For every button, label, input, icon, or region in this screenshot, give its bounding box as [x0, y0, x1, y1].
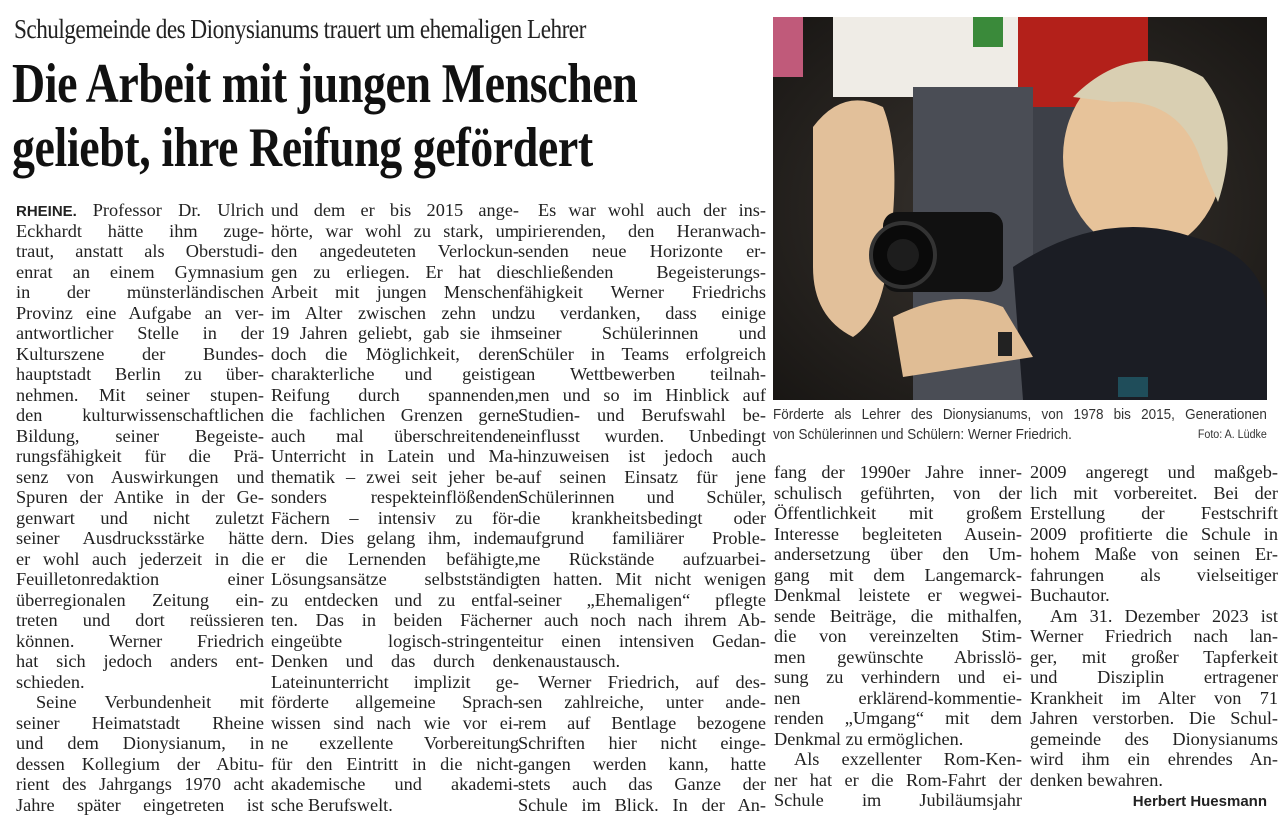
text-line: gang mit dem Langemarck-: [774, 564, 1022, 585]
text-line: den kulturwissenschaftlichen: [16, 405, 264, 425]
article-headline: [12, 52, 750, 180]
text-line: renden „Umgang“ mit dem: [774, 708, 1022, 728]
text-line: fahrungen als vielseitiger: [1030, 564, 1278, 585]
text-line: Lösungsansätze selbstständig: [271, 569, 519, 589]
text-line: lich mit vorbereitet. Bei der: [1030, 482, 1278, 503]
caption-line-1: Förderte als Lehrer des Dionysianums, von 1978 bis 2015, Generationen: [773, 407, 1267, 423]
article-column-2: [271, 200, 519, 815]
text-line: Schule im Blick. In der An-: [518, 794, 766, 815]
text-line: hinzuweisen ist jedoch auch: [518, 446, 766, 466]
text-line: die krankheitsbedingt oder: [518, 507, 766, 528]
text-line: schließenden Begeisterungs-: [518, 261, 766, 282]
text-line: Jahre später eingetreten ist: [16, 794, 264, 815]
text-line: wissen sind nach wie vor ei-: [271, 712, 519, 733]
text-line: Als exzellenter Rom-Ken-: [794, 749, 1022, 769]
text-line: men gewünschte Abrisslö-: [774, 646, 1022, 667]
text-line: er auch noch nach ihrem Ab-: [518, 610, 766, 630]
text-line: Schule im Jubiläumsjahr: [774, 790, 1022, 810]
text-line: Provinz eine Aufgabe an ver-: [16, 302, 264, 323]
text-line: er die Lernenden befähigte,: [271, 548, 519, 569]
text-line: Interesse begleiteten Ausein-: [774, 523, 1022, 544]
text-line: Unterricht in Latein und Ma-: [271, 446, 519, 466]
text-line: auf seinen Einsatz für jene: [518, 466, 766, 487]
text-line: sonders respekteinflößenden: [271, 487, 519, 507]
text-line: akademische und akademi-: [271, 774, 519, 794]
text-line: Fächern – intensiv zu för-: [271, 507, 519, 528]
text-line: Buchautor.: [1030, 585, 1110, 605]
text-line: seiner „Ehemaligen“ pflegte: [518, 589, 766, 610]
text-line: rient des Jahrgangs 1970 acht: [16, 774, 264, 794]
text-line: Jahren verstorben. Die Schul-: [1030, 708, 1278, 728]
text-line: seiner Ausdrucksstärke hätte: [16, 528, 264, 548]
text-line: Eckhardt hätte ihm zuge-: [16, 220, 264, 241]
text-line: sende Beiträge, die mithalfen,: [774, 605, 1022, 626]
text-line: stets auch das Ganze der: [518, 774, 766, 794]
text-line: er wohl auch jederzeit in die: [16, 548, 264, 569]
text-line: Krankheit im Alter von 71: [1030, 687, 1278, 708]
text-line: fang der 1990er Jahre inner-: [774, 462, 1022, 482]
text-line: enrat an einem Gymnasium: [16, 261, 264, 282]
text-line: Denkmal leistete er wegwei-: [774, 585, 1022, 605]
photo-caption: [773, 405, 1267, 445]
headline-line-1: Die Arbeit mit jungen Menschen: [12, 53, 638, 115]
text-line: genwart und nicht zuletzt: [16, 507, 264, 528]
text-line: auch mal überschreitenden: [271, 425, 519, 446]
text-line: überregionalen Zeitung ein-: [16, 589, 264, 610]
text-line: ner hat er die Rom-Fahrt der: [774, 769, 1022, 790]
text-line: Studien- und Berufswahl be-: [518, 405, 766, 425]
article-column-1: [16, 200, 264, 815]
text-line: Spuren der Antike in der Ge-: [16, 487, 264, 507]
text-line: an Wettbewerben teilnah-: [518, 364, 766, 384]
text-line: gangen werden kann, hatte: [518, 753, 766, 774]
text-line: rem auf Bentlage bezogene: [518, 712, 766, 733]
text-line: Erstellung der Festschrift: [1030, 503, 1278, 523]
photo-portrait-illustration: [773, 17, 1267, 400]
text-line: charakterliche und geistige: [271, 364, 519, 384]
text-line: men und so im Hinblick auf: [518, 384, 766, 405]
text-line: Arbeit mit jungen Menschen: [271, 282, 519, 302]
text-line: andersetzung über den Um-: [774, 544, 1022, 564]
article-kicker: Schulgemeinde des Dionysianums trauert um ehemaligen Lehrer: [14, 14, 586, 44]
text-line: Es war wohl auch der ins-: [538, 200, 766, 220]
text-line: gemeinde des Dionysianums: [1030, 728, 1278, 749]
text-line: senden neue Horizonte er-: [518, 241, 766, 261]
text-line: zu verdanken, dass einige: [518, 302, 766, 323]
text-line: 2009 profitierte die Schule in: [1030, 523, 1278, 544]
text-line: ten. Das in beiden Fächern: [271, 610, 519, 630]
text-line: Kulturszene der Bundes-: [16, 343, 264, 364]
text-line: 2009 angeregt und maßgeb-: [1030, 462, 1278, 482]
text-line: hauptstadt Berlin zu über-: [16, 364, 264, 384]
text-line: sche Berufswelt.: [271, 794, 393, 815]
author-byline: Herbert Huesmann: [1132, 793, 1267, 810]
text-line: können. Werner Friedrich: [16, 630, 264, 651]
text-line: und dem Dionysianum, in: [16, 733, 264, 753]
text-line: Lateinunterricht implizit ge-: [271, 671, 519, 692]
text-line: Feuilletonredaktion einer: [16, 569, 264, 589]
text-line: und Disziplin ertragener: [1030, 667, 1278, 687]
text-line: zu entdecken und zu entfal-: [271, 589, 519, 610]
text-line: rungsfähigkeit für die Prä-: [16, 446, 264, 466]
dateline: RHEINE.: [16, 203, 93, 220]
text-line: ten hatten. Mit nicht wenigen: [518, 569, 766, 589]
text-line: Schriften hier nicht einge-: [518, 733, 766, 753]
photo-credit: Foto: A. Lüdke: [1197, 429, 1267, 441]
text-line: fähigkeit Werner Friedrichs: [518, 282, 766, 302]
text-line: dessen Kollegium der Abitu-: [16, 753, 264, 774]
text-line: senz von Auswirkungen und: [16, 466, 264, 487]
text-line: Werner Friedrich nach lan-: [1030, 626, 1278, 646]
text-line: eingeübte logisch-stringente: [271, 630, 519, 651]
text-line: treten und dort reüssieren: [16, 610, 264, 630]
text-line: seiner Heimatstadt Rheine: [16, 712, 264, 733]
text-line: thematik – zwei seit jeher be-: [271, 466, 519, 487]
text-line: in der münsterländischen: [16, 282, 264, 302]
text-line: RHEINE. Professor Dr. Ulrich: [16, 200, 264, 220]
text-line: nehmen. Mit seiner stupen-: [16, 384, 264, 405]
text-line: doch die Möglichkeit, deren: [271, 343, 519, 364]
text-line: und dem er bis 2015 ange-: [271, 200, 519, 220]
text-line: Bildung, seiner Begeiste-: [16, 425, 264, 446]
text-line: Am 31. Dezember 2023 ist: [1050, 605, 1278, 626]
text-line: sung zu verhindern und ei-: [774, 667, 1022, 687]
text-line: ger, mit großer Tapferkeit: [1030, 646, 1278, 667]
text-line: die fachlichen Grenzen gerne: [271, 405, 519, 425]
text-line: Seine Verbundenheit mit: [36, 692, 264, 712]
text-line: schulisch geführten, von der: [774, 482, 1022, 503]
text-line: dern. Dies gelang ihm, indem: [271, 528, 519, 548]
text-line: wird ihm ein ehrendes An-: [1030, 749, 1278, 769]
text-line: hohem Maße von seinen Er-: [1030, 544, 1278, 564]
text-line: me Rückstände aufzuarbei-: [518, 548, 766, 569]
text-line: nen erklärend-kommentie-: [774, 687, 1022, 708]
article-column-5: [1030, 462, 1278, 790]
text-line: förderte allgemeine Sprach-: [271, 692, 519, 712]
text-line: sen zahlreiche, unter ande-: [518, 692, 766, 712]
article-column-3: [518, 200, 766, 815]
text-line: Schülerinnen und Schüler,: [518, 487, 766, 507]
text-line: hörte, war wohl zu stark, um: [271, 220, 519, 241]
text-line: den angedeuteten Verlockun-: [271, 241, 519, 261]
text-line: schieden.: [16, 671, 85, 692]
text-line: einflusst wurden. Unbedingt: [518, 425, 766, 446]
text-line: Denkmal zu ermöglichen.: [774, 728, 964, 749]
text-line: Werner Friedrich, auf des-: [538, 671, 766, 692]
text-line: gen zu erliegen. Er hat die: [271, 261, 519, 282]
text-line: antwortlicher Stelle in der: [16, 323, 264, 343]
text-line: für den Eintritt in die nicht-: [271, 753, 519, 774]
article-column-4: [774, 462, 1022, 811]
text-line: aufgrund familiärer Proble-: [518, 528, 766, 548]
text-line: traut, anstatt als Oberstudi-: [16, 241, 264, 261]
text-line: Denken und das durch den: [271, 651, 519, 671]
text-line: pirierenden, den Heranwach-: [518, 220, 766, 241]
caption-line-2: von Schülerinnen und Schülern: Werner Friedrich.: [773, 427, 1072, 443]
text-line: im Alter zwischen zehn und: [271, 302, 519, 323]
text-line: die von vereinzelten Stim-: [774, 626, 1022, 646]
article-photo: [773, 17, 1267, 400]
text-line: denken bewahren.: [1030, 769, 1163, 790]
text-line: 19 Jahren geliebt, gab sie ihm: [271, 323, 519, 343]
text-line: Reifung durch spannenden,: [271, 384, 519, 405]
text-line: seiner Schülerinnen und: [518, 323, 766, 343]
text-line: Schüler in Teams erfolgreich: [518, 343, 766, 364]
text-line: itur einen intensiven Gedan-: [518, 630, 766, 651]
text-line: Öffentlichkeit mit großem: [774, 503, 1022, 523]
text-line: ne exzellente Vorbereitung: [271, 733, 519, 753]
text-line: kenaustausch.: [518, 651, 621, 671]
headline-line-2: geliebt, ihre Reifung gefördert: [12, 117, 593, 179]
text-line: hat sich jedoch anders ent-: [16, 651, 264, 671]
